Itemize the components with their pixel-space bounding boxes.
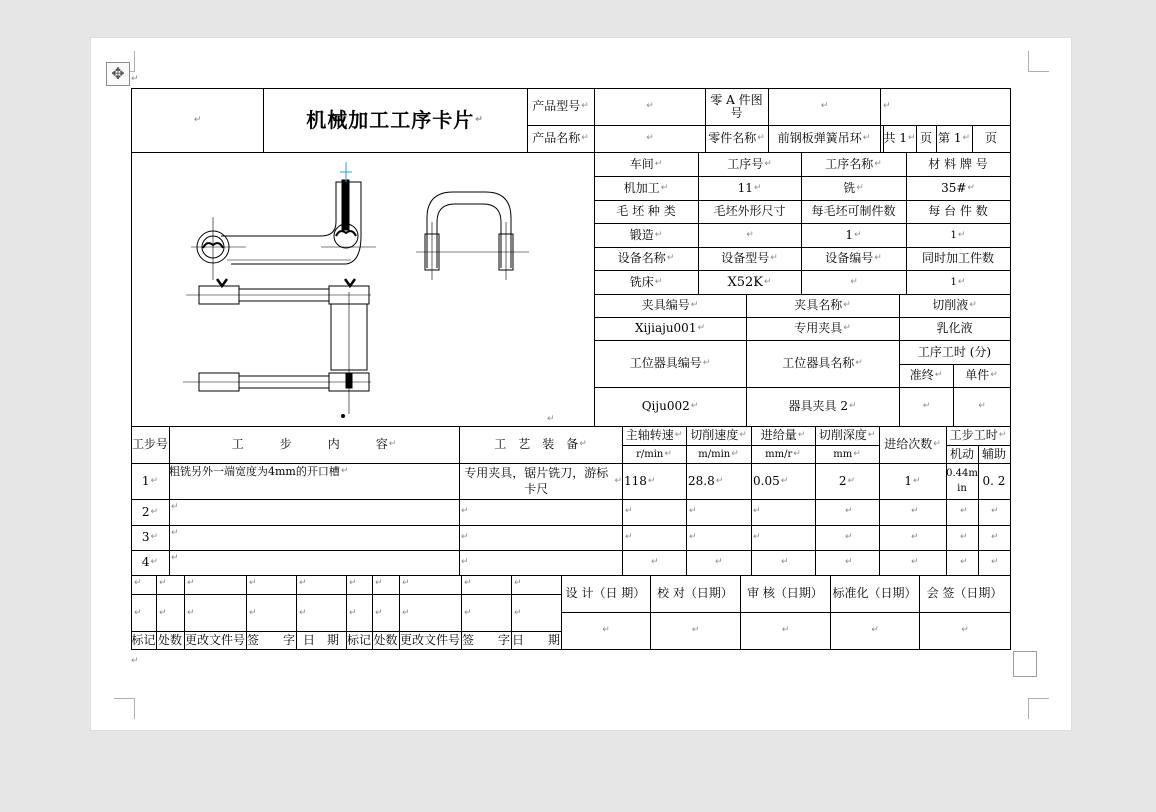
doc-label-2: 更改文件号	[399, 632, 460, 647]
product-name-label: 产品名称 ↵	[532, 131, 589, 145]
speed-unit: m/min ↵	[698, 448, 739, 460]
per-blank-value[interactable]: 1 ↵	[845, 227, 862, 242]
review-label: 审 核（日期）	[747, 586, 823, 600]
depth-header: 切削深度 ↵	[818, 428, 876, 442]
page-total: 共 1 ↵	[883, 131, 916, 145]
spindle-unit: r/min ↵	[636, 448, 672, 460]
op-name-value[interactable]: 铣 ↵	[843, 180, 864, 195]
product-name-value[interactable]: ↵	[646, 133, 654, 143]
part-drawing-no-value[interactable]: ↵	[820, 101, 829, 111]
step-content[interactable]: 粗铣另外一端宽度为4mm的开口槽 ↵	[169, 465, 349, 478]
step-speed[interactable]: 28.8 ↵	[688, 473, 724, 488]
sign-label-2: 签 字	[461, 632, 510, 647]
sign-label: 签 字	[246, 632, 295, 647]
coolant-value[interactable]: 乳化液	[936, 321, 973, 335]
product-model-value[interactable]: ↵	[646, 101, 654, 111]
material-value[interactable]: 35# ↵	[941, 180, 975, 195]
per-blank-label: 每毛坯可制件数	[811, 204, 896, 218]
coolant-label: 切削液 ↵	[932, 298, 977, 312]
part-name-label: 零件名称 ↵	[708, 131, 765, 145]
step-depth[interactable]: 2 ↵	[838, 473, 856, 488]
step-equipment[interactable]: 专用夹具，锯片铣刀，游标卡尺 ↵	[464, 466, 622, 496]
workshop-value[interactable]: 机加工 ↵	[623, 180, 669, 195]
op-time-label: 工序工时 (分)	[917, 344, 992, 359]
approve-sign[interactable]: ↵	[961, 625, 969, 635]
design-sign[interactable]: ↵	[602, 625, 610, 635]
machine-time-header: 机动	[949, 446, 974, 461]
fixture-name-value[interactable]: 专用夹具 ↵	[794, 321, 851, 335]
step-spindle[interactable]: 118 ↵	[624, 473, 656, 488]
paragraph-mark: ↵	[131, 656, 139, 666]
step-no: 3 ↵	[141, 530, 159, 544]
op-no-label: 工序号 ↵	[727, 156, 772, 171]
page-current: 第 1 ↵	[937, 131, 971, 145]
passes-header: 进给次数 ↵	[884, 437, 941, 451]
page-corner-mark	[114, 698, 135, 719]
step-content-header: 工 步 内 容 ↵	[231, 437, 397, 451]
material-label: 材 料 牌 号	[928, 156, 988, 171]
page-unit2: 页	[984, 131, 997, 145]
check-sign[interactable]: ↵	[691, 625, 700, 635]
spindle-header: 主轴转速 ↵	[625, 428, 683, 442]
fixture-no-label: 夹具编号 ↵	[641, 298, 699, 312]
count-label-2: 处数	[373, 632, 398, 647]
step-no: 4 ↵	[141, 555, 159, 569]
equipment-header: 工 艺 装 备 ↵	[494, 437, 587, 451]
review-sign[interactable]: ↵	[781, 625, 790, 635]
page-unit: 页	[919, 131, 932, 145]
move-handle-icon[interactable]: ✥	[106, 62, 130, 86]
step-feed[interactable]: 0.05 ↵	[753, 473, 789, 488]
step-machine-time[interactable]: 0.44min	[946, 468, 978, 494]
mark-label-2: 标记	[346, 632, 371, 647]
standard-label: 标准化（日期）	[832, 586, 917, 600]
blank-type-value[interactable]: 锻造 ↵	[629, 227, 663, 242]
aux-time-header: 辅助	[981, 446, 1006, 461]
resize-handle-icon[interactable]	[1013, 651, 1037, 677]
part-drawing: ↵	[131, 152, 594, 425]
equip-name-label: 设备名称 ↵	[617, 251, 675, 265]
equip-name-value[interactable]: 铣床 ↵	[629, 274, 663, 289]
approve-label: 会 签（日期）	[926, 586, 1003, 600]
prep-time-value[interactable]: ↵	[922, 401, 931, 411]
step-no: 1 ↵	[141, 473, 159, 488]
blank-header-cell: ↵	[193, 114, 202, 125]
part-name-value[interactable]: 前钢板弹簧吊环 ↵	[777, 131, 871, 145]
header-blank-right: ↵	[883, 101, 891, 111]
check-label: 校 对（日期）	[657, 586, 733, 600]
date-label: 日 期	[302, 632, 339, 647]
unit-time-label: 单件 ↵	[965, 368, 998, 382]
station-tool-name-label: 工位器具名称 ↵	[782, 356, 863, 370]
page-corner-mark	[1028, 698, 1049, 719]
depth-unit: mm ↵	[833, 448, 861, 460]
card-title: 机械加工工序卡片 ↵	[306, 107, 484, 132]
equip-no-label: 设备编号 ↵	[825, 251, 882, 265]
page-corner-mark	[1028, 51, 1049, 72]
date-label-2: 日 期	[511, 632, 560, 647]
blank-size-label: 毛坯外形尺寸	[713, 204, 786, 218]
unit-time-value[interactable]: ↵	[978, 401, 986, 411]
part-drawing-no-label: 零 A 件图号	[710, 92, 763, 120]
step-time-header: 工步工时 ↵	[949, 428, 1007, 442]
equip-model-value[interactable]: X52K ↵	[727, 274, 772, 290]
per-unit-label: 每 台 件 数	[928, 204, 988, 218]
op-name-label: 工序名称 ↵	[825, 156, 882, 171]
speed-header: 切削速度 ↵	[690, 428, 747, 442]
equip-no-value[interactable]: ↵	[850, 276, 858, 287]
process-card-table: ↵ 机械加工工序卡片 ↵ 产品型号 ↵ ↵ 零 A 件图号 ↵ ↵ 产品名称 ↵ ↵ 零件名称 ↵ 前钢板弹簧吊环 ↵ 共 1 ↵ 页 第 1 ↵ 页 ↵ 车间 ↵ 工序号 ↵ 工序名称 ↵ 材 料 牌 号 机加工 ↵ 11 ↵ 铣 ↵ 35# ↵ 毛 坯 种 类 毛坯外形尺寸 每毛坯可制件数 每 台 件 数 锻造 ↵ ↵ 1 ↵ 1 ↵ 设备名称 ↵ 设备型号 ↵ 设备编号 ↵ 同时加工件数 铣床 ↵ X52K ↵ ↵ 1 ↵ 夹具编号 ↵ 夹具名称 ↵ 切削液 ↵ Xijiaju001 ↵ 专用夹具 ↵ 乳化液 工位器具编号 ↵ 工位器具名称 ↵ 工序工时 (分) 准终 ↵ 单件 ↵ Qiju002 ↵ 器具夹具 2 ↵ ↵ ↵ 工步号 工 步 内 容 ↵ 工 艺 装 备 ↵ 主轴转速 ↵ 切削速度 ↵ 进给量 ↵ 切削深度 ↵ 进给次数 ↵ 工步工时 ↵ r/min ↵ m/min ↵ mm/r ↵ mm ↵ 机动 辅助 1 ↵ 粗铣另外一端宽度为4mm的开口槽 ↵ 专用夹具，锯片铣刀，游标卡尺 ↵ 118 ↵ 28.8 ↵ 0.05 ↵ 2 ↵ 1 ↵ 0.44min 0. 2 2 ↵ 3 ↵ 4 ↵ ↵ ↵ ↵ ↵ ↵ ↵ ↵ ↵ ↵ ↵ ↵ ↵ ↵ ↵ ↵ ↵ ↵ ↵ ↵ ↵ ↵ ↵ ↵ ↵ ↵ ↵ ↵ 设 计（日 期） 校 对（日期） 审 核（日期） 标准化（日期） 会 签（日期） ↵ ↵ ↵ ↵ ↵ 标记 处数 更改文件号 签 字 日 期 标记 处数 更改文件号 签 字 日 期 ↵ ↵ ↵ ↵ ↵ ↵ ↵ ↵ ↵ ↵ ↵ ↵ ↵ ↵ ↵ ↵ ↵ ↵ ↵ ↵	[131, 88, 1011, 650]
simul-value[interactable]: 1 ↵	[950, 276, 966, 288]
station-tool-no-label: 工位器具编号 ↵	[629, 356, 711, 370]
doc-label: 更改文件号	[184, 632, 245, 647]
design-label: 设 计（日 期）	[565, 586, 646, 600]
blank-size-value[interactable]: ↵	[746, 229, 754, 240]
blank-type-label: 毛 坯 种 类	[616, 204, 676, 218]
equip-model-label: 设备型号 ↵	[721, 251, 778, 265]
product-model-label: 产品型号 ↵	[532, 99, 589, 113]
paragraph-mark: ↵	[131, 74, 139, 84]
count-label: 处数	[157, 632, 182, 647]
simul-label: 同时加工件数	[921, 251, 994, 265]
standard-sign[interactable]: ↵	[871, 625, 879, 635]
fixture-name-label: 夹具名称 ↵	[794, 298, 851, 312]
mark-label: 标记	[131, 632, 156, 647]
op-no-value[interactable]: 11 ↵	[737, 180, 762, 195]
feed-header: 进给量 ↵	[760, 428, 806, 442]
workshop-label: 车间 ↵	[629, 156, 663, 171]
per-unit-value[interactable]: 1 ↵	[950, 229, 966, 241]
station-tool-name-value[interactable]: 器具夹具 2 ↵	[788, 399, 857, 413]
step-no: 2 ↵	[141, 504, 159, 519]
step-aux-time[interactable]: 0. 2	[982, 473, 1006, 488]
prep-label: 准终 ↵	[909, 368, 943, 382]
step-no-header: 工步号	[131, 437, 168, 451]
fixture-no-value[interactable]: Xijiaju001 ↵	[635, 321, 705, 335]
step-passes[interactable]: 1 ↵	[904, 473, 921, 488]
station-tool-no-value[interactable]: Qiju002 ↵	[641, 399, 699, 413]
feed-unit: mm/r ↵	[765, 448, 801, 460]
